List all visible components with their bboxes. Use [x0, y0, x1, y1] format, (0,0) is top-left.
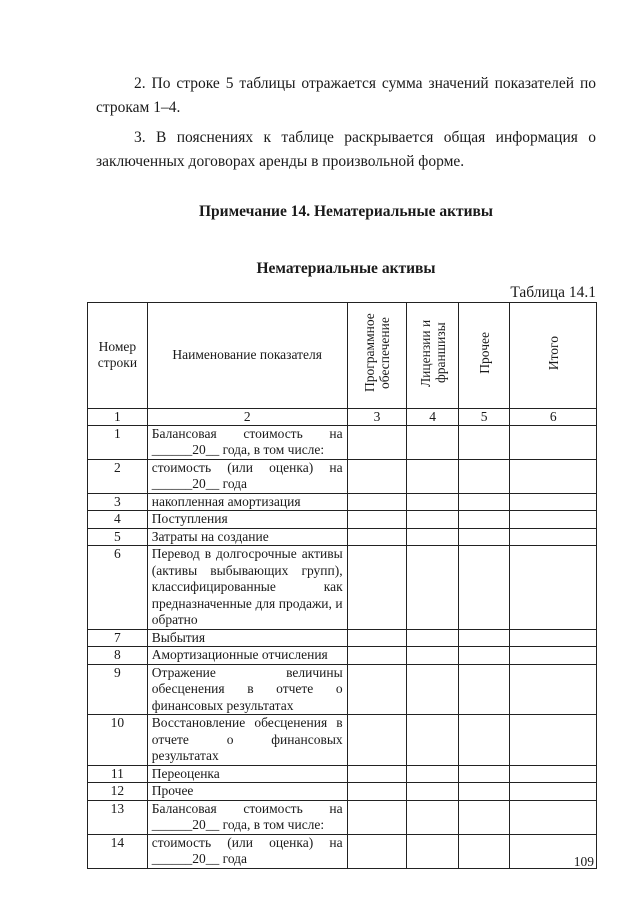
table-label: Таблица 14.1 [510, 284, 596, 301]
paragraph-3 [96, 126, 596, 174]
row-indicator-name: Прочее [147, 783, 347, 801]
header-software [347, 303, 407, 409]
value-cell-other[interactable] [458, 425, 510, 459]
row-number: 3 [88, 493, 148, 511]
table-row [88, 511, 597, 529]
column-index: 4 [407, 408, 459, 425]
row-indicator-name: накопленная амортизация [147, 493, 347, 511]
value-cell-software[interactable] [347, 647, 407, 665]
value-cell-software[interactable] [347, 528, 407, 546]
row-indicator-name: Восстановление обесценения в отчете о финансовых результатах [147, 715, 347, 766]
value-cell-other[interactable] [458, 629, 510, 647]
value-cell-total[interactable] [510, 800, 597, 834]
header-licenses [407, 303, 459, 409]
value-cell-licenses[interactable] [407, 511, 459, 529]
value-cell-software[interactable] [347, 546, 407, 630]
value-cell-total[interactable] [510, 528, 597, 546]
table-row [88, 425, 597, 459]
value-cell-licenses[interactable] [407, 546, 459, 630]
paragraph-3-text: 3. В пояснениях к таблице раскрывается общая информация о заключенных договорах аренды в произвольной форме. [96, 129, 596, 170]
value-cell-other[interactable] [458, 511, 510, 529]
value-cell-other[interactable] [458, 459, 510, 493]
column-index: 5 [458, 408, 510, 425]
value-cell-licenses[interactable] [407, 664, 459, 715]
value-cell-licenses[interactable] [407, 629, 459, 647]
paragraph-2-text: 2. По строке 5 таблицы отражается сумма значений показателей по строкам 1–4. [96, 75, 596, 116]
value-cell-licenses[interactable] [407, 765, 459, 783]
value-cell-other[interactable] [458, 715, 510, 766]
table-row [88, 765, 597, 783]
value-cell-other[interactable] [458, 493, 510, 511]
value-cell-total[interactable] [510, 511, 597, 529]
header-licenses-label: Лицензии и франшизы [417, 319, 448, 387]
row-number: 7 [88, 629, 148, 647]
row-number: 2 [88, 459, 148, 493]
row-indicator-name: стоимость (или оценка) на ______20__ года [147, 834, 347, 868]
row-number: 13 [88, 800, 148, 834]
page-number: 109 [573, 854, 594, 869]
row-number: 4 [88, 511, 148, 529]
column-index: 3 [347, 408, 407, 425]
value-cell-total[interactable] [510, 546, 597, 630]
row-number: 11 [88, 765, 148, 783]
row-number: 5 [88, 528, 148, 546]
value-cell-other[interactable] [458, 800, 510, 834]
value-cell-other[interactable] [458, 664, 510, 715]
value-cell-licenses[interactable] [407, 528, 459, 546]
value-cell-total[interactable] [510, 765, 597, 783]
row-indicator-name: Балансовая стоимость на ______20__ года, в том числе: [147, 425, 347, 459]
value-cell-other[interactable] [458, 783, 510, 801]
value-cell-total[interactable] [510, 715, 597, 766]
value-cell-licenses[interactable] [407, 834, 459, 868]
table-row [88, 459, 597, 493]
column-index: 1 [88, 408, 148, 425]
value-cell-other[interactable] [458, 546, 510, 630]
value-cell-software[interactable] [347, 493, 407, 511]
value-cell-software[interactable] [347, 765, 407, 783]
header-software-label: Программное обеспечение [362, 313, 393, 393]
value-cell-software[interactable] [347, 629, 407, 647]
value-cell-licenses[interactable] [407, 493, 459, 511]
row-number: 6 [88, 546, 148, 630]
value-cell-software[interactable] [347, 834, 407, 868]
value-cell-software[interactable] [347, 715, 407, 766]
header-indicator: Наименование показателя [147, 303, 347, 409]
table-row [88, 546, 597, 630]
column-index: 6 [510, 408, 597, 425]
row-indicator-name: Затраты на создание [147, 528, 347, 546]
value-cell-software[interactable] [347, 664, 407, 715]
value-cell-other[interactable] [458, 765, 510, 783]
table-row [88, 629, 597, 647]
table-title: Нематериальные активы [256, 260, 436, 277]
header-other-label: Прочее [476, 332, 492, 374]
value-cell-software[interactable] [347, 511, 407, 529]
value-cell-software[interactable] [347, 800, 407, 834]
row-number: 8 [88, 647, 148, 665]
column-index: 2 [147, 408, 347, 425]
table-row [88, 834, 597, 868]
paragraph-2 [96, 72, 596, 120]
table-row [88, 647, 597, 665]
value-cell-licenses[interactable] [407, 425, 459, 459]
value-cell-licenses[interactable] [407, 715, 459, 766]
value-cell-other[interactable] [458, 834, 510, 868]
row-indicator-name: Отражение величины обесценения в отчете о финансовых результатах [147, 664, 347, 715]
value-cell-total[interactable] [510, 664, 597, 715]
value-cell-total[interactable] [510, 459, 597, 493]
value-cell-software[interactable] [347, 425, 407, 459]
header-other [458, 303, 510, 409]
value-cell-licenses[interactable] [407, 459, 459, 493]
table-row [88, 783, 597, 801]
note-heading: Примечание 14. Нематериальные активы [198, 203, 494, 220]
column-index-row [88, 408, 597, 425]
value-cell-total[interactable] [510, 425, 597, 459]
value-cell-software[interactable] [347, 783, 407, 801]
value-cell-total[interactable] [510, 493, 597, 511]
row-number: 12 [88, 783, 148, 801]
row-indicator-name: Поступления [147, 511, 347, 529]
header-total [510, 303, 597, 409]
row-indicator-name: Выбытия [147, 629, 347, 647]
value-cell-total[interactable] [510, 783, 597, 801]
row-indicator-name: Балансовая стоимость на ______20__ года, в том числе: [147, 800, 347, 834]
header-row-number: Номер строки [88, 303, 148, 409]
value-cell-total[interactable] [510, 647, 597, 665]
table-row [88, 715, 597, 766]
row-indicator-name: Амортизационные отчисления [147, 647, 347, 665]
row-number: 9 [88, 664, 148, 715]
table-row [88, 528, 597, 546]
row-number: 10 [88, 715, 148, 766]
intangible-assets-table [87, 302, 597, 869]
table-header-row [88, 303, 597, 409]
table-row [88, 493, 597, 511]
value-cell-software[interactable] [347, 459, 407, 493]
row-indicator-name: Переоценка [147, 765, 347, 783]
row-number: 14 [88, 834, 148, 868]
table-body [88, 408, 597, 868]
row-number: 1 [88, 425, 148, 459]
row-indicator-name: стоимость (или оценка) на ______20__ года [147, 459, 347, 493]
value-cell-other[interactable] [458, 647, 510, 665]
value-cell-total[interactable] [510, 629, 597, 647]
value-cell-licenses[interactable] [407, 783, 459, 801]
table-row [88, 800, 597, 834]
value-cell-licenses[interactable] [407, 800, 459, 834]
table-row [88, 664, 597, 715]
header-total-label: Итого [545, 335, 561, 371]
row-indicator-name: Перевод в долгосрочные активы (активы выбывающих групп), классифицированные как предназначенные для продажи, и обратно [147, 546, 347, 630]
value-cell-other[interactable] [458, 528, 510, 546]
value-cell-licenses[interactable] [407, 647, 459, 665]
